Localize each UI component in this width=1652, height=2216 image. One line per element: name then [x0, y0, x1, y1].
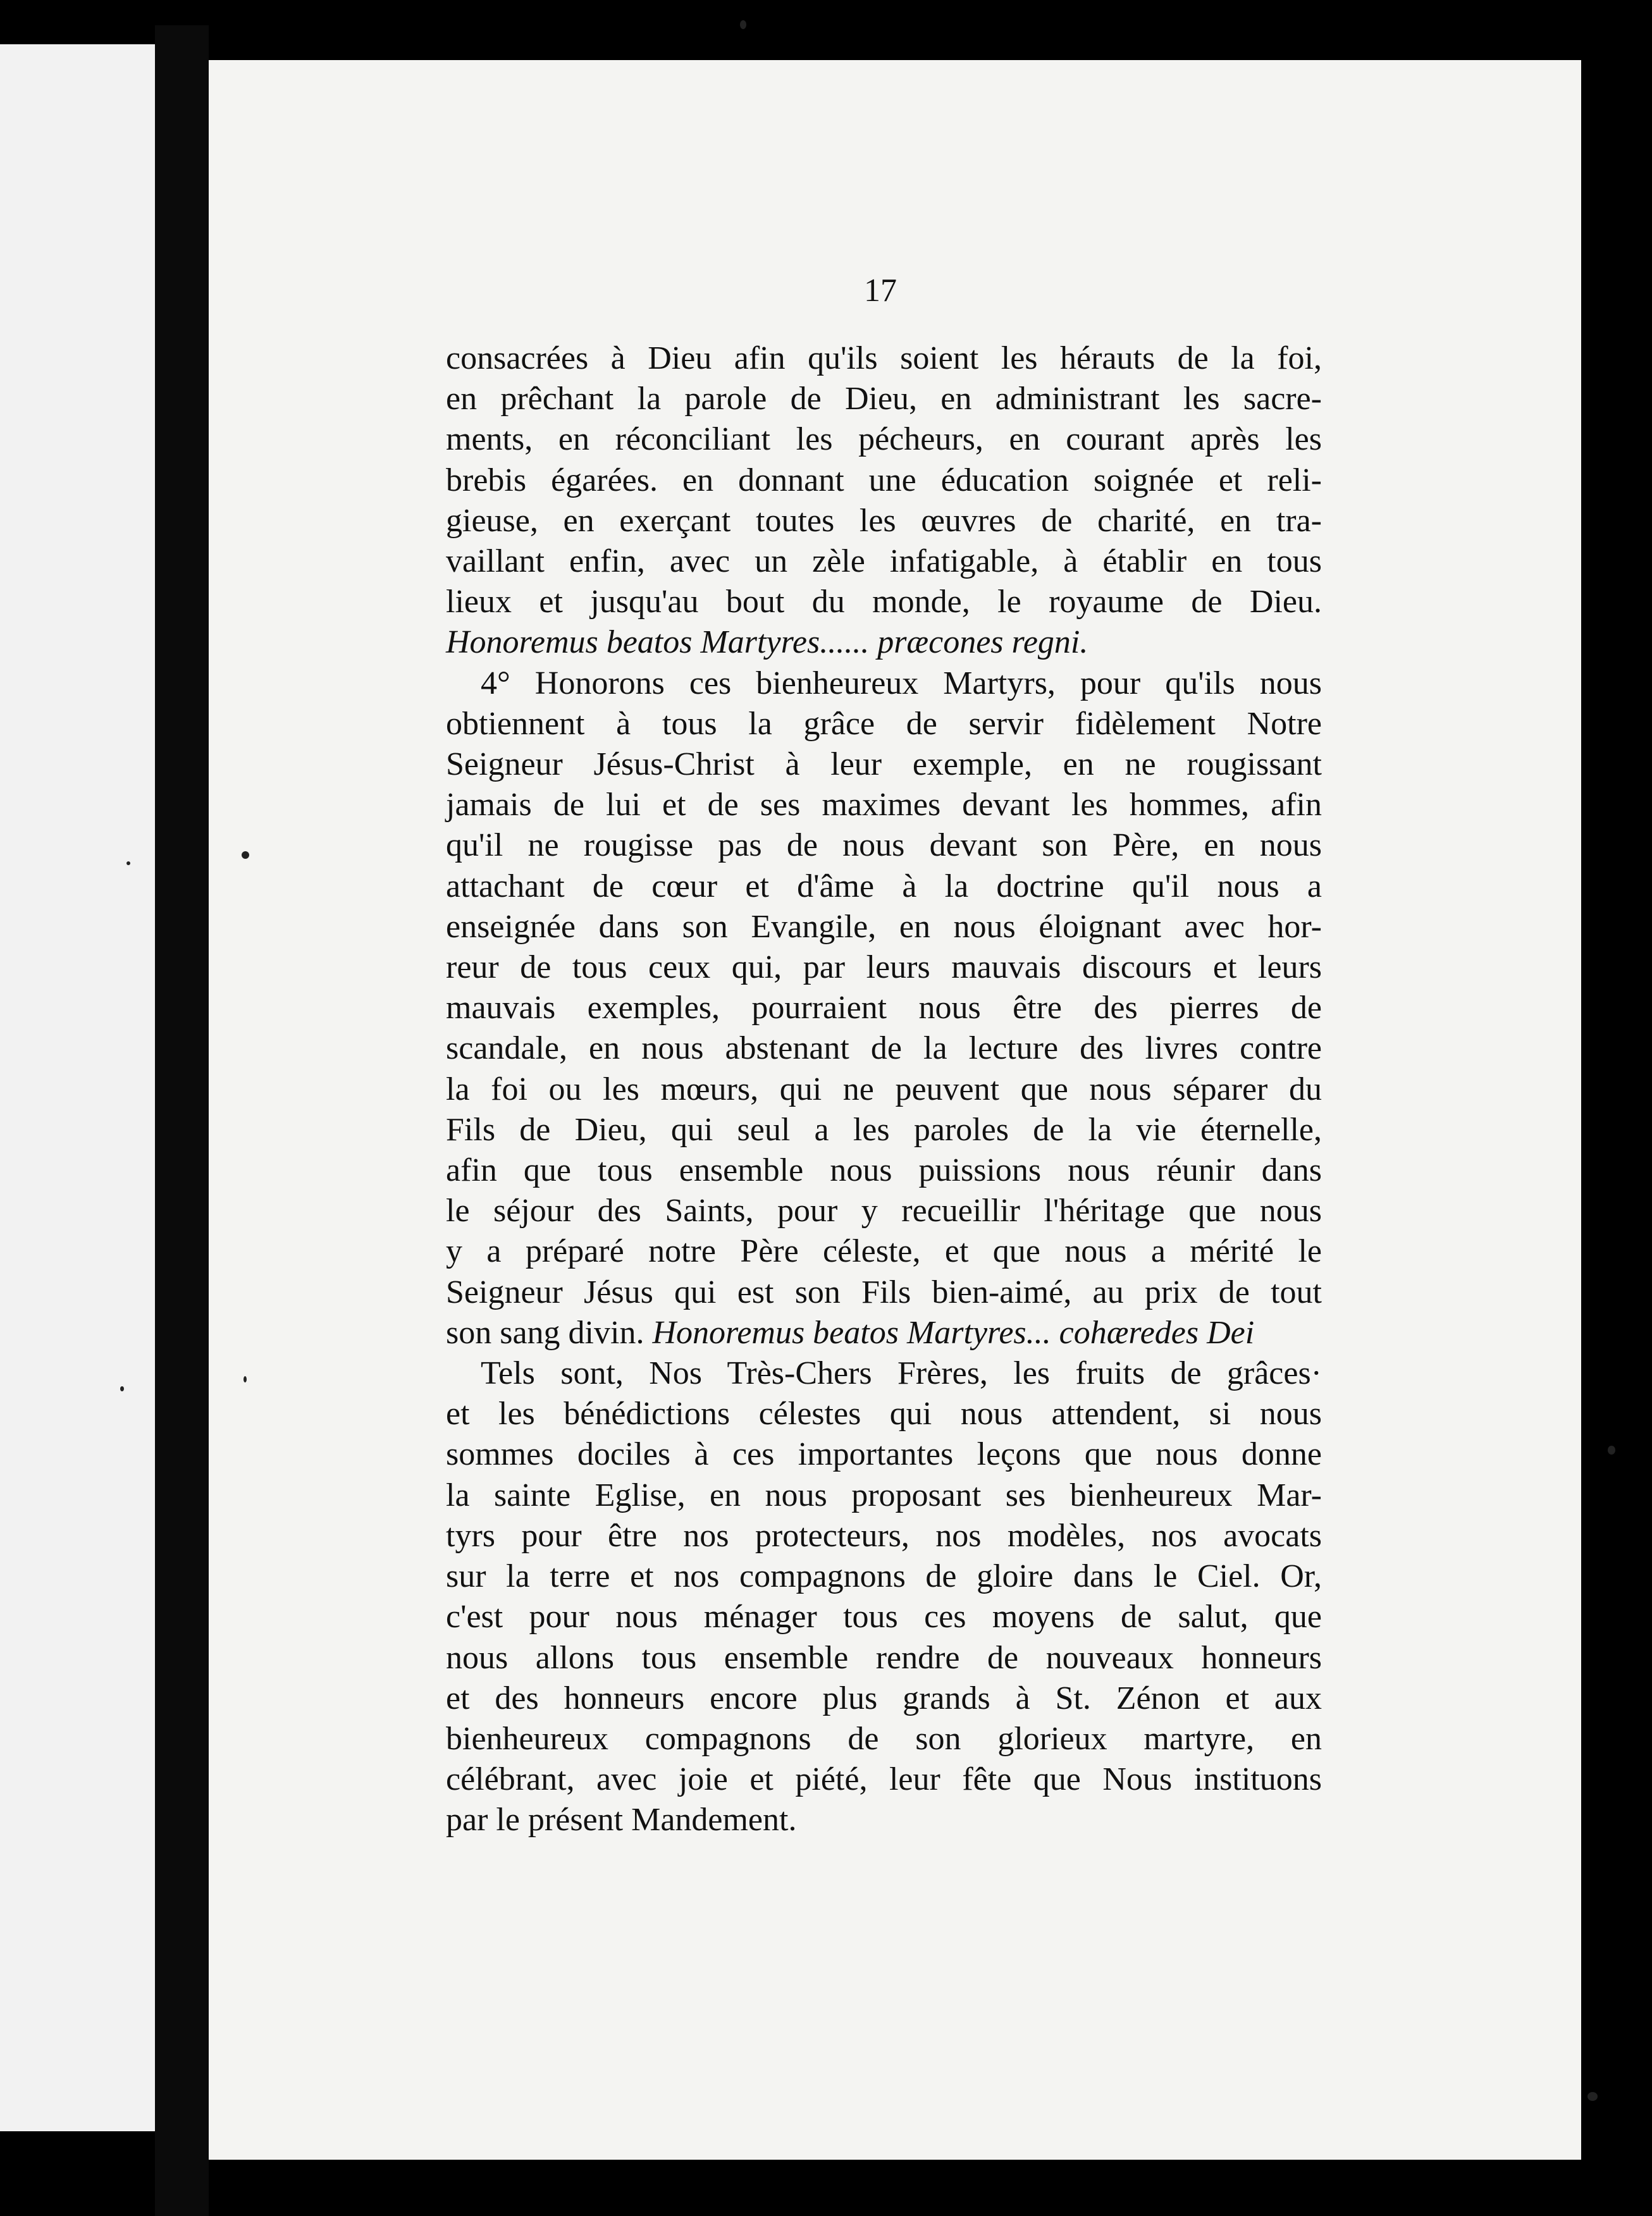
text-line [446, 1516, 1322, 1556]
text-line-roman: son sang divin. [446, 1314, 653, 1351]
text-line [446, 541, 1322, 582]
text-line-roman: Seigneur Jésus qui est son Fils bien-aimé, au prix de tout [446, 1274, 1322, 1310]
page-number: 17 [864, 273, 897, 309]
scan-speck [1587, 2092, 1598, 2101]
text-line-roman: bienheureux compagnons de son glorieux martyre, en [446, 1720, 1322, 1757]
text-line [446, 1434, 1322, 1475]
text-line [446, 785, 1322, 825]
text-line [446, 622, 1322, 663]
text-line [446, 1638, 1322, 1678]
text-line-roman: enseignée dans son Evangile, en nous éloignant avec hor- [446, 908, 1322, 945]
text-line [446, 704, 1322, 744]
text-line [446, 1231, 1322, 1272]
text-line-roman: afin que tous ensemble nous puissions nous réunir dans [446, 1152, 1322, 1189]
text-line-roman: y a préparé notre Père céleste, et que nous a mérité le [446, 1233, 1322, 1270]
text-line [446, 1313, 1322, 1353]
text-line [446, 866, 1322, 907]
text-line-roman: sommes dociles à ces importantes leçons que nous donne [446, 1436, 1322, 1473]
text-line [446, 1394, 1322, 1434]
text-line-roman: jamais de lui et de ses maximes devant les hommes, afin [446, 787, 1322, 823]
text-line [446, 1475, 1322, 1516]
text-line-italic: Honoremus beatos Martyres... cohæredes Dei [652, 1314, 1255, 1351]
text-line [446, 419, 1322, 460]
text-line [446, 1719, 1322, 1759]
text-line-roman: obtiennent à tous la grâce de servir fidèlement Notre [446, 705, 1322, 742]
text-line-roman: Seigneur Jésus-Christ à leur exemple, en ne rougissant [446, 746, 1322, 783]
text-line [446, 1800, 1322, 1840]
text-line-roman: brebis égarées. en donnant une éducation soignée et reli- [446, 462, 1322, 498]
text-line [446, 744, 1322, 785]
text-line-roman: sur la terre et nos compagnons de gloire dans le Ciel. Or, [446, 1558, 1322, 1595]
text-line [446, 1110, 1322, 1150]
text-line [446, 1597, 1322, 1637]
text-line [446, 460, 1322, 501]
text-line-roman: célébrant, avec joie et piété, leur fête que Nous instituons [446, 1761, 1322, 1798]
text-line-roman: attachant de cœur et d'âme à la doctrine qu'il nous a [446, 868, 1322, 904]
text-line-roman: scandale, en nous abstenant de la lecture des livres contre [446, 1030, 1322, 1067]
text-line [446, 379, 1322, 419]
text-line-roman: et des honneurs encore plus grands à St. Zénon et aux [446, 1680, 1322, 1716]
scan-speck [126, 861, 130, 865]
text-line-roman: nous allons tous ensemble rendre de nouveaux honneurs [446, 1639, 1322, 1676]
text-line [446, 1069, 1322, 1110]
text-line [446, 988, 1322, 1028]
text-line-roman: Fils de Dieu, qui seul a les paroles de la vie éternelle, [446, 1111, 1322, 1148]
text-line-roman: la sainte Eglise, en nous proposant ses bienheureux Mar- [446, 1477, 1322, 1513]
text-line [446, 582, 1322, 622]
scan-speck [1608, 1446, 1615, 1455]
text-line [446, 947, 1322, 988]
text-line [446, 1353, 1322, 1394]
adjacent-page-edge [0, 44, 155, 2131]
text-line-roman: 4° Honorons ces bienheureux Martyrs, pour qu'ils nous [481, 665, 1322, 701]
text-line [446, 907, 1322, 947]
text-line [446, 338, 1322, 379]
text-line-roman: Tels sont, Nos Très-Chers Frères, les fruits de grâces· [481, 1355, 1322, 1392]
text-line-roman: c'est pour nous ménager tous ces moyens de salut, que [446, 1599, 1322, 1635]
scan-speck [242, 851, 249, 859]
text-line [446, 663, 1322, 704]
text-line-roman: le séjour des Saints, pour y recueillir l'héritage que nous [446, 1193, 1322, 1229]
text-line [446, 1191, 1322, 1231]
text-line [446, 1678, 1322, 1719]
text-line [446, 1759, 1322, 1800]
text-line [446, 1556, 1322, 1597]
text-line-roman: en prêchant la parole de Dieu, en administrant les sacre- [446, 381, 1322, 417]
text-line [446, 1028, 1322, 1069]
text-line [446, 1272, 1322, 1313]
text-line-roman: reur de tous ceux qui, par leurs mauvais discours et leurs [446, 949, 1322, 986]
text-line [446, 1150, 1322, 1191]
text-line-roman: vaillant enfin, avec un zèle infatigable, à établir en tous [446, 543, 1322, 580]
text-line [446, 825, 1322, 866]
text-line [446, 501, 1322, 541]
text-line-roman: gieuse, en exerçant toutes les œuvres de charité, en tra- [446, 502, 1322, 539]
scan-speck [740, 20, 746, 29]
text-line-italic: Honoremus beatos Martyres...... præcones regni. [446, 624, 1088, 661]
body-text [446, 338, 1322, 1841]
text-line-roman: mauvais exemples, pourraient nous être des pierres de [446, 990, 1322, 1026]
scan-speck [120, 1386, 124, 1391]
text-line-roman: qu'il ne rougisse pas de nous devant son Père, en nous [446, 827, 1322, 864]
text-line-roman: la foi ou les mœurs, qui ne peuvent que nous séparer du [446, 1071, 1322, 1107]
text-line-roman: consacrées à Dieu afin qu'ils soient les hérauts de la foi, [446, 340, 1322, 376]
scan-speck [243, 1376, 247, 1382]
text-line-roman: par le présent Mandement. [446, 1802, 797, 1838]
text-line-roman: tyrs pour être nos protecteurs, nos modèles, nos avocats [446, 1517, 1322, 1554]
book-gutter [155, 25, 209, 2216]
text-line-roman: ments, en réconciliant les pécheurs, en courant après les [446, 421, 1322, 458]
text-line-roman: lieux et jusqu'au bout du monde, le royaume de Dieu. [446, 584, 1322, 620]
text-line-roman: et les bénédictions célestes qui nous attendent, si nous [446, 1396, 1322, 1432]
